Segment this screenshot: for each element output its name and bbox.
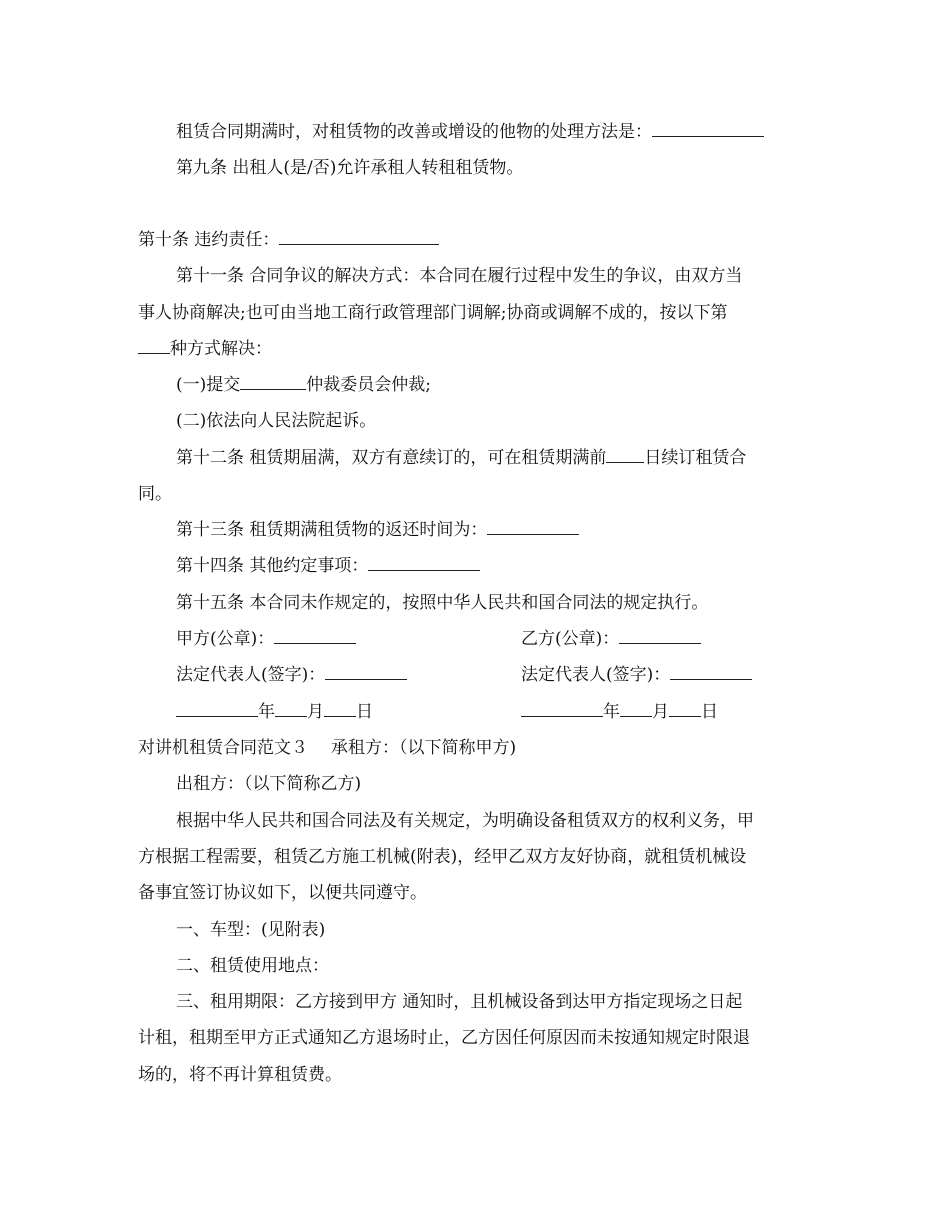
blank-line — [620, 702, 652, 717]
clause-improvement-line — [176, 121, 764, 143]
party-a-seal-label: 甲方(公章)： — [176, 629, 275, 649]
clause-10-text: 第十条 违约责任： — [138, 230, 280, 250]
clause-10-line — [138, 229, 439, 251]
blank-line — [138, 339, 170, 354]
blank-line — [669, 702, 701, 717]
party-a-date — [176, 701, 373, 723]
blank-line — [619, 629, 701, 644]
intro-line-2: 方根据工程需要，租赁乙方施工机械(附表)，经甲乙双方友好协商，就租赁机械设 — [138, 847, 747, 867]
item-term-line-2: 计租，租期至甲方正式通知乙方退场时止，乙方因任何原因而未按通知规定时限退 — [138, 1028, 750, 1048]
clause-15: 第十五条 本合同未作规定的，按照中华人民共和国合同法的规定执行。 — [176, 593, 709, 613]
clause-11-line-1: 第十一条 合同争议的解决方式：本合同在履行过程中发生的争议，由双方当 — [176, 266, 743, 286]
date-month-label: 月 — [652, 702, 669, 722]
party-b-representative-label: 法定代表人(签字)： — [521, 665, 671, 685]
intro-line-1: 根据中华人民共和国合同法及有关规定，为明确设备租赁双方的权利义务，甲 — [176, 811, 754, 831]
clause-14-text: 第十四条 其他约定事项： — [176, 556, 369, 576]
arbitration-option — [176, 374, 431, 396]
item-term-line-3: 场的，将不再计算租赁费。 — [138, 1065, 342, 1085]
clause-9: 第九条 出租人(是/否)允许承租人转租租赁物。 — [176, 158, 524, 178]
item-vehicle-type: 一、车型：(见附表) — [176, 920, 326, 940]
clause-13-line — [176, 519, 579, 541]
blank-line — [368, 556, 480, 571]
party-a-representative — [176, 664, 407, 686]
contract-3-heading: 对讲机租赁合同范文３ — [138, 738, 308, 758]
date-year-label: 年 — [258, 702, 275, 722]
blank-line — [521, 702, 603, 717]
clause-11-line-3-text: 种方式解决： — [170, 339, 272, 359]
blank-line — [606, 448, 644, 463]
date-day-label: 日 — [356, 702, 373, 722]
blank-line — [279, 230, 439, 245]
arbitration-option-suffix: 仲裁委员会仲裁; — [306, 375, 431, 395]
clause-12-suffix: 日续订租赁合 — [644, 448, 747, 468]
clause-13-text: 第十三条 租赁期满租赁物的返还时间为： — [176, 520, 488, 540]
party-a-seal — [176, 628, 356, 650]
blank-line — [240, 375, 306, 390]
clause-12-line-1 — [176, 447, 746, 469]
party-b-date — [521, 701, 718, 723]
party-b-seal — [521, 628, 701, 650]
clause-11-line-3 — [138, 338, 272, 360]
clause-11-line-2: 事人协商解决;也可由当地工商行政管理部门调解;协商或调解不成的，按以下第 — [138, 303, 728, 323]
blank-line — [670, 665, 752, 680]
item-term-line-1: 三、租用期限：乙方接到甲方 通知时，且机械设备到达甲方指定现场之日起 — [176, 992, 743, 1012]
party-b-representative — [521, 664, 752, 686]
party-b-seal-label: 乙方(公章)： — [521, 629, 620, 649]
item-location: 二、租赁使用地点： — [176, 956, 329, 976]
intro-line-3: 备事宜签订协议如下，以便共同遵守。 — [138, 883, 427, 903]
blank-line — [176, 702, 258, 717]
clause-improvement-text: 租赁合同期满时，对租赁物的改善或增设的他物的处理方法是： — [176, 122, 652, 142]
lessor-line: 出租方：（以下简称乙方) — [176, 774, 362, 794]
clause-14-line — [176, 555, 480, 577]
blank-line — [324, 702, 356, 717]
date-month-label: 月 — [307, 702, 324, 722]
clause-12-prefix: 第十二条 租赁期届满，双方有意续订的，可在租赁期满前 — [176, 448, 607, 468]
clause-12-line-2: 同。 — [138, 484, 172, 504]
blank-line — [325, 665, 407, 680]
lessee-line: 承租方：（以下简称甲方) — [331, 738, 517, 758]
blank-line — [274, 629, 356, 644]
arbitration-option-prefix: (一)提交 — [176, 375, 241, 395]
party-a-representative-label: 法定代表人(签字)： — [176, 665, 326, 685]
blank-line — [652, 122, 764, 137]
date-year-label: 年 — [603, 702, 620, 722]
date-day-label: 日 — [701, 702, 718, 722]
blank-line — [487, 520, 579, 535]
blank-line — [275, 702, 307, 717]
court-option: (二)依法向人民法院起诉。 — [176, 411, 377, 431]
